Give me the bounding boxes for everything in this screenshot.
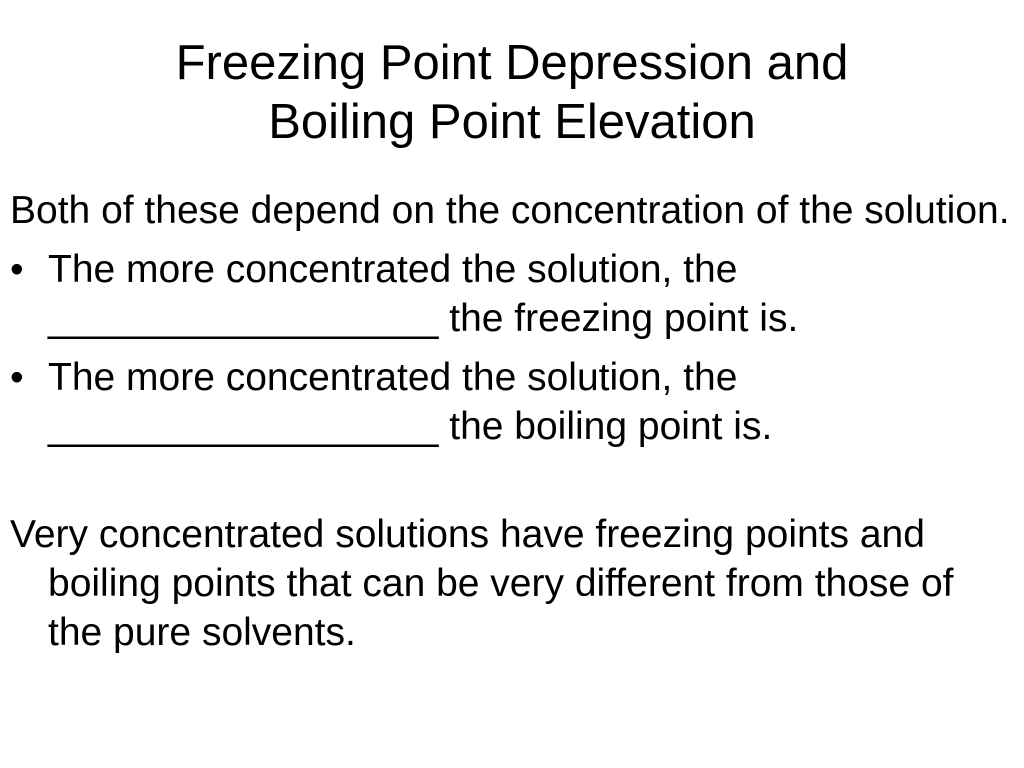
bullet-text bbox=[48, 245, 1010, 343]
slide-body bbox=[10, 186, 1010, 657]
bullet-item bbox=[10, 353, 1010, 451]
slide-title bbox=[0, 34, 1024, 152]
bullet-text bbox=[48, 353, 1010, 451]
spacer bbox=[10, 451, 1010, 510]
bullet-line-1: The more concentrated the solution, the bbox=[48, 356, 738, 399]
bullet-line-2: __________________ the freezing point is. bbox=[48, 297, 799, 340]
slide-title-line-1: Freezing Point Depression and bbox=[175, 36, 849, 90]
bullet-item bbox=[10, 245, 1010, 343]
intro-paragraph: Both of these depend on the concentration of the solution. bbox=[10, 189, 1010, 232]
closing-paragraph: Very concentrated solutions have freezing points and boiling points that can be very different from those of the pure solvents. bbox=[10, 513, 954, 654]
slide-title-line-2: Boiling Point Elevation bbox=[268, 95, 756, 149]
bullet-line-2: __________________ the boiling point is. bbox=[48, 405, 773, 448]
bullet-line-1: The more concentrated the solution, the bbox=[48, 248, 738, 291]
bullet-marker: • bbox=[10, 248, 24, 291]
bullet-marker: • bbox=[10, 356, 24, 399]
